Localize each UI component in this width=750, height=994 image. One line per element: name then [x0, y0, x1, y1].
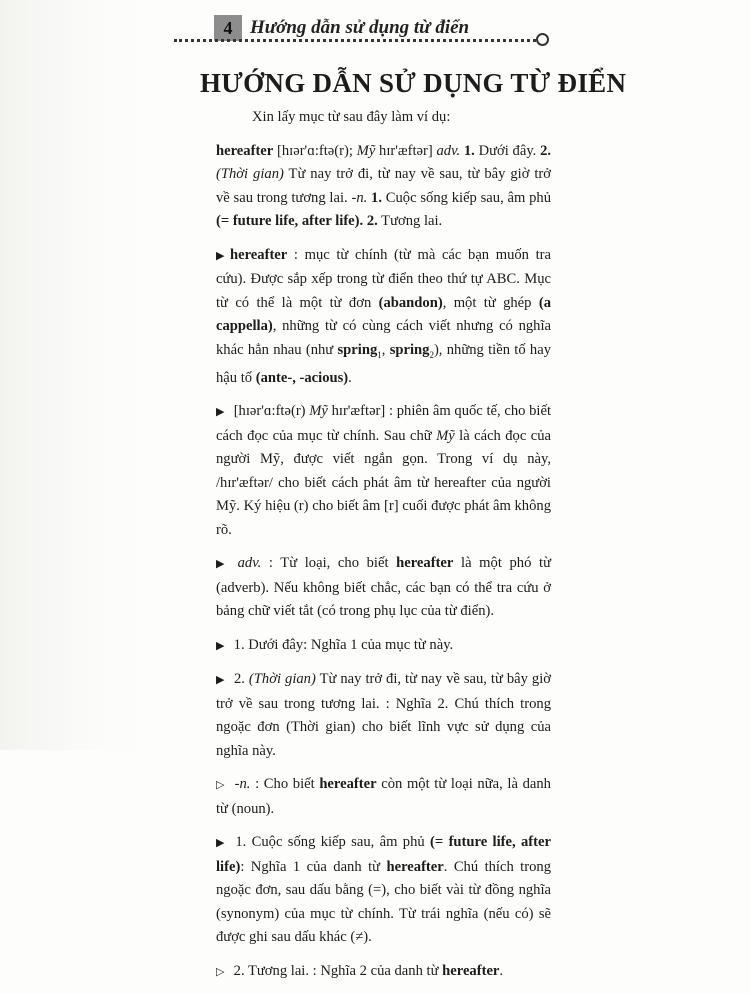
bullet-arrow-icon: ▶: [216, 837, 225, 850]
note-text: là cách đọc của người Mỹ, được viết ngắn gọn. Trong ví dụ này, /hɪr'æftər/ cho biết cách phát âm từ hereafter của người Mỹ. Ký hiệu (r) cho biết âm [r] cuối được phát âm không rõ.: [216, 427, 551, 538]
note-italic: Mỹ: [436, 427, 455, 444]
entry-sense2-num: 2.: [540, 142, 552, 159]
entry-sense2: Từ nay trở đi, từ nay về sau, từ bây giờ trở về sau trong tương lai.: [216, 166, 551, 206]
note-term: hereafter: [386, 858, 444, 875]
note-example: (ante-, -acious): [255, 369, 349, 386]
note-example: spring: [337, 341, 378, 358]
note-term: hereafter: [442, 962, 500, 979]
note-text: .: [499, 962, 504, 979]
note-text: 1. Dưới đây: Nghĩa 1 của mục từ này.: [230, 636, 454, 653]
note-text: 1. Cuộc sống kiếp sau, âm phủ: [230, 834, 431, 851]
note-sense-2: [216, 668, 551, 763]
note-term: hereafter: [230, 246, 288, 263]
intro-line: Xin lấy mục từ sau đây làm ví dụ:: [252, 109, 451, 125]
note-text: : Từ loại, cho biết: [261, 555, 397, 572]
note-text: hɪr'æftər] : phiên âm quốc tế, cho biết cách đọc của mục từ chính. Sau chữ: [216, 403, 551, 444]
note-term: hereafter: [319, 776, 377, 793]
entry-sense1: Dưới đây.: [474, 142, 541, 159]
entry-noun-marker: -n.: [351, 189, 368, 206]
note-text: ,: [381, 341, 390, 358]
bullet-hollow-arrow-icon: ▷: [216, 965, 225, 978]
entry-sense1-num: 1.: [460, 142, 475, 159]
note-text: : Nghĩa 1 của danh từ: [240, 858, 387, 875]
entry-pron-us: hɪr'æftər]: [375, 142, 437, 159]
note-italic: -n.: [230, 776, 251, 793]
note-text: là một phó từ (adverb). Nếu không biết chắc, các bạn có thể tra cứu ở bảng chữ viết tắt (có trong phụ lục của từ điển).: [216, 555, 551, 620]
rule-end-circle: [536, 33, 549, 46]
entry-sense2-label: (Thời gian): [216, 166, 284, 182]
bullet-arrow-icon: ▶: [216, 249, 225, 262]
note-example: (abandon): [378, 294, 443, 311]
page-title: HƯỚNG DẪN SỬ DỤNG TỪ ĐIỂN: [200, 68, 627, 98]
bullet-hollow-arrow-icon: ▷: [216, 779, 225, 792]
note-example: (a cappella): [216, 294, 551, 334]
entry-my-label: Mỹ: [356, 142, 376, 159]
entry-noun-sense1-num: 1.: [367, 189, 382, 206]
note-italic: (Thời gian): [244, 671, 316, 688]
running-title: Hướng dẫn sử dụng từ điển: [250, 17, 470, 38]
note-text: 2.: [230, 671, 245, 688]
page-number: 4: [214, 15, 242, 41]
note-pronunciation: [216, 400, 551, 542]
running-header: [200, 8, 560, 42]
note-subscript: 1: [377, 349, 382, 360]
note-text: Từ nay trở đi, từ nay về sau, từ bây giờ trở về sau trong tương lai. : Nghĩa 2. Chú thích trong ngoặc đơn (Thời gian) cho biết lĩnh vực sử dụng của nghĩa này.: [216, 671, 552, 759]
note-text: 2. Tương lai. : Nghĩa 2 của danh từ: [230, 962, 443, 979]
note-text: : mục từ chính (từ mà các bạn muốn tra cứu). Được sắp xếp trong từ điển theo thứ tự ABC. Mục từ có thể là một từ đơn: [216, 246, 551, 311]
note-text: : Cho biết: [250, 776, 320, 793]
entry-headword: hereafter: [216, 142, 274, 159]
note-part-of-speech: [216, 552, 551, 624]
body-text: [216, 106, 551, 994]
note-text: ), những tiền tố hay hậu tố: [216, 341, 551, 386]
entry-noun-syn: (= future life, after life): [216, 213, 360, 229]
note-italic: Mỹ: [309, 403, 328, 420]
note-noun: [216, 773, 551, 821]
note-subscript: 2: [429, 349, 434, 360]
note-text: . Chú thích trong ngoặc đơn, sau dấu bằng (=), cho biết vài từ đồng nghĩa (synonym) của mục từ chính. Từ trái nghĩa (nếu có) sẽ được ghi sau dấu khác (≠).: [216, 858, 551, 946]
note-noun-sense-2: [216, 960, 551, 985]
note-text: , một từ ghép: [442, 294, 539, 311]
entry-noun-sense1: Cuộc sống kiếp sau, âm phủ: [382, 189, 552, 206]
note-term: hereafter: [396, 555, 454, 572]
bullet-arrow-icon: ▶: [216, 674, 225, 687]
page-margin: [0, 0, 150, 750]
entry-noun-sense2: Tương lai.: [377, 213, 443, 229]
entry-pos: adv.: [436, 142, 461, 159]
note-noun-sense-1: [216, 831, 551, 950]
note-text: .: [348, 369, 352, 386]
note-text: , những từ có cùng cách viết nhưng có nghĩa khác hẳn nhau (như: [216, 318, 551, 358]
sample-entry: [216, 140, 551, 234]
bullet-arrow-icon: ▶: [216, 639, 225, 652]
note-text: còn một từ loại nữa, là danh từ (noun).: [216, 776, 551, 817]
bullet-arrow-icon: ▶: [216, 406, 225, 419]
note-headword: [216, 244, 551, 391]
note-sense-1: [216, 634, 551, 659]
header-dotted-rule: [174, 39, 542, 42]
bullet-arrow-icon: ▶: [216, 558, 225, 571]
note-italic: adv.: [230, 555, 262, 572]
note-example: spring: [389, 341, 430, 358]
note-synonyms: (= future life, after life): [216, 834, 551, 875]
entry-noun-sense2-num: . 2.: [359, 213, 378, 229]
entry-pron: [hɪər'ɑ:ftə(r);: [273, 142, 357, 159]
note-text: [hɪər'ɑ:ftə(r): [230, 403, 310, 420]
